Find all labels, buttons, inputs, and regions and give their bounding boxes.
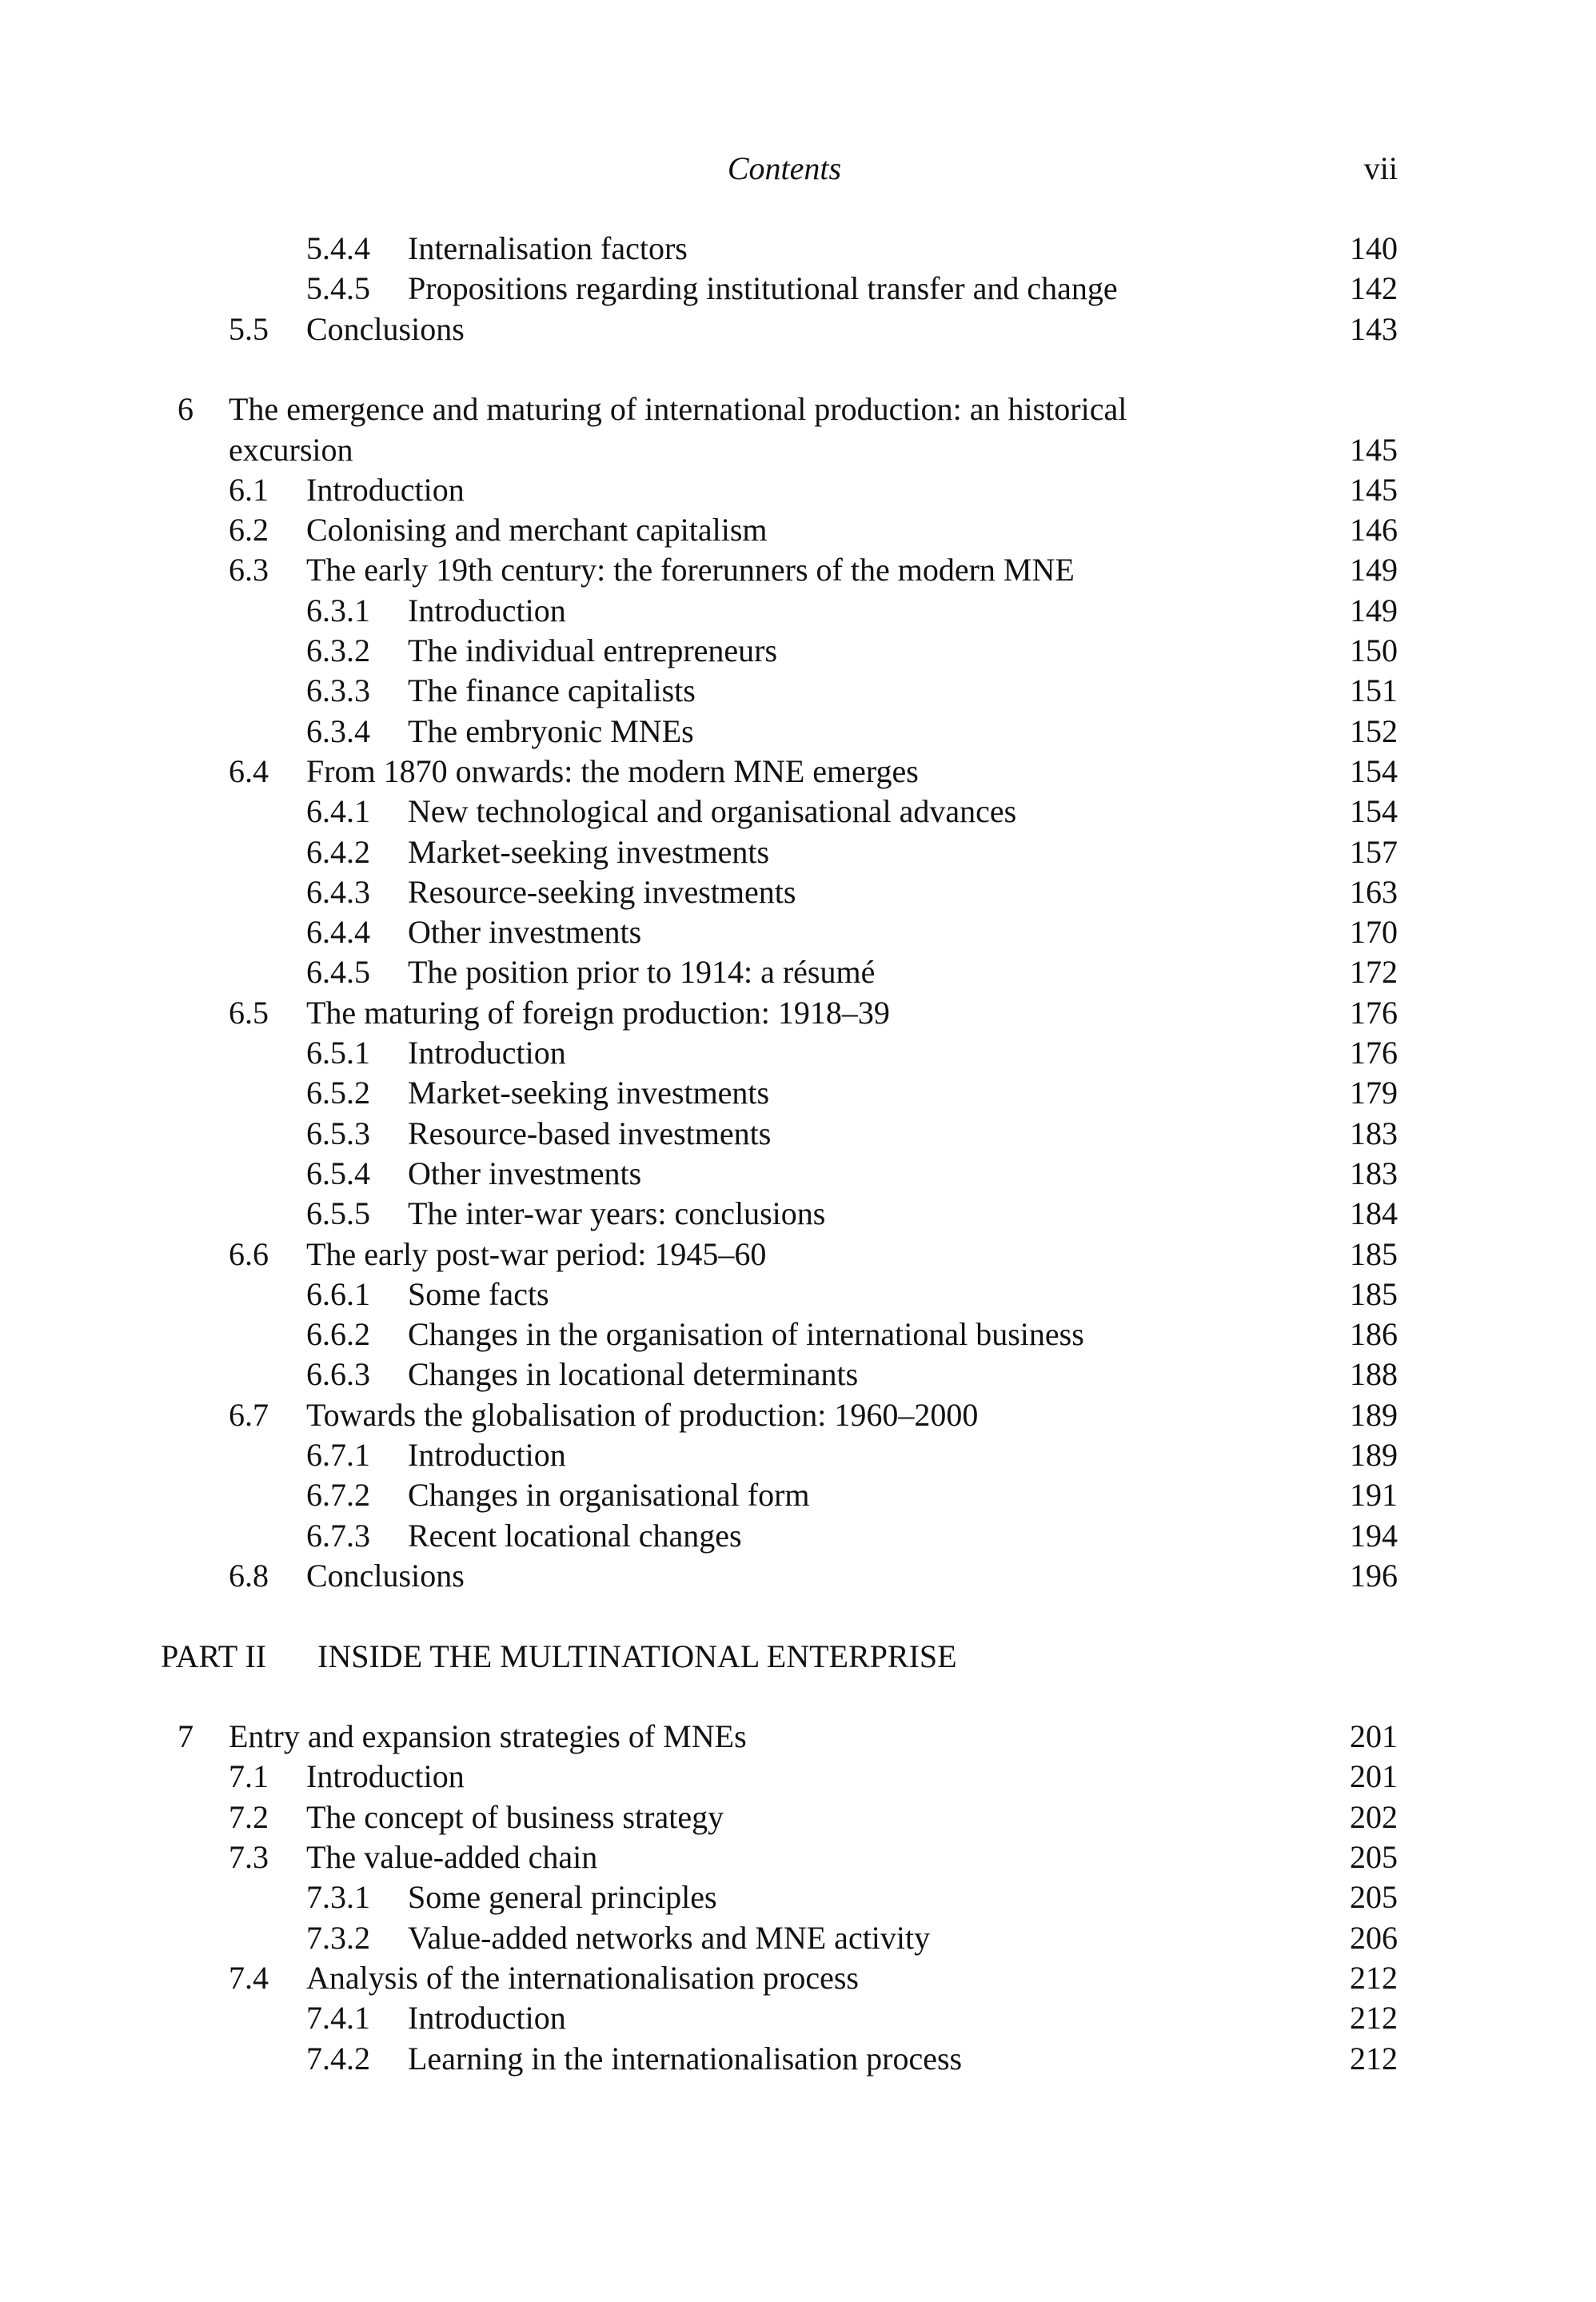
toc-entry-page: 212 [1350,2000,1398,2037]
toc-entry-title: Entry and expansion strategies of MNEs [229,1718,747,1755]
toc-entry-page: 146 [1350,512,1398,549]
running-header-title: Contents [727,150,842,186]
toc-entry-number: 6.6.2 [306,1316,370,1353]
toc-entry-page: 212 [1350,1959,1398,1996]
toc-entry-title: Introduction [306,471,465,508]
toc-entry-page: 151 [1350,672,1398,709]
toc-entry-page: 149 [1350,592,1398,628]
toc-entry-page: 201 [1350,1718,1398,1755]
toc-entry-number: 6.5.5 [306,1195,370,1232]
toc-entry-title: Changes in the organisation of international business [408,1316,1084,1353]
toc-entry-page: 145 [1350,431,1398,468]
toc-entry-number: 7.3.1 [306,1879,370,1916]
page-number: vii [1363,150,1398,186]
toc-entry-title: The value-added chain [306,1839,598,1875]
toc-entry-number: 6.5.4 [306,1155,370,1191]
toc-entry-page: 201 [1350,1758,1398,1795]
toc-entry-page: 189 [1350,1396,1398,1433]
toc-entry-number: 6.5.1 [306,1035,370,1071]
toc-entry-number: 6.7.2 [306,1477,370,1514]
toc-entry-page: 205 [1350,1839,1398,1875]
toc-entry-number: 7 [178,1718,194,1755]
toc-entry-title: Other investments [408,1155,642,1191]
toc-entry-title: Some facts [408,1275,549,1312]
toc-entry-title: Learning in the internationalisation process [408,2040,963,2077]
toc-entry-page: 194 [1350,1517,1398,1554]
toc-entry-title: Market-seeking investments [408,1075,770,1111]
toc-entry-number: 6.5.3 [306,1115,370,1151]
toc-entry-title: Value-added networks and MNE activity [408,1919,931,1956]
toc-entry-page: 179 [1350,1075,1398,1111]
toc-entry-number: 6.5 [229,994,269,1031]
toc-entry-title: excursion [229,431,353,468]
toc-entry-title: Conclusions [306,310,465,347]
toc-entry-number: 6.1 [229,471,269,508]
toc-entry-title: Towards the globalisation of production: 1960–2000 [306,1396,979,1433]
toc-entry-page: 176 [1350,1035,1398,1071]
toc-entry-number: 6.8 [229,1557,269,1594]
toc-entry-page: 157 [1350,833,1398,870]
toc-entry-title: Introduction [408,2000,566,2037]
toc-entry-page: 212 [1350,2040,1398,2077]
toc-entry-title: The emergence and maturing of international production: an historical [229,391,1127,428]
toc-entry-page: 140 [1350,230,1398,266]
toc-entry-number: 6.3 [229,552,269,588]
part-label: PART II [161,1638,267,1674]
toc-entry-number: 7.4.2 [306,2040,370,2077]
toc-entry-title: New technological and organisational advances [408,793,1017,830]
toc-entry-number: 6.4.3 [306,873,370,910]
toc-entry-title: The early post-war period: 1945–60 [306,1235,767,1272]
toc-entry-page: 154 [1350,793,1398,830]
toc-entry-number: 6.6.1 [306,1275,370,1312]
toc-entry-title: The early 19th century: the forerunners of the modern MNE [306,552,1075,588]
toc-entry-title: Resource-seeking investments [408,873,796,910]
toc-entry-number: 7.2 [229,1798,269,1835]
toc-entry-page: 152 [1350,712,1398,749]
toc-entry-number: 6.7.1 [306,1437,370,1473]
toc-entry-number: 7.1 [229,1758,269,1795]
toc-entry-page: 189 [1350,1437,1398,1473]
toc-entry-title: Changes in locational determinants [408,1356,859,1393]
toc-entry-page: 145 [1350,471,1398,508]
toc-entry-title: Propositions regarding institutional transfer and change [408,270,1118,307]
toc-entry-page: 143 [1350,310,1398,347]
toc-entry-number: 5.5 [229,310,269,347]
part-title: INSIDE THE MULTINATIONAL ENTERPRISE [317,1638,957,1674]
toc-entry-title: The position prior to 1914: a résumé [408,954,876,991]
toc-entry-page: 188 [1350,1356,1398,1393]
toc-entry-page: 191 [1350,1477,1398,1514]
toc-entry-page: 205 [1350,1879,1398,1916]
toc-entry-title: Internalisation factors [408,230,688,266]
toc-entry-number: 7.4.1 [306,2000,370,2037]
toc-entry-number: 7.4 [229,1959,269,1996]
toc-entry-title: Resource-based investments [408,1115,772,1151]
toc-entry-number: 6.4.4 [306,914,370,951]
toc-entry-title: The concept of business strategy [306,1798,724,1835]
toc-entry-number: 6.3.1 [306,592,370,628]
toc-entry-page: 170 [1350,914,1398,951]
toc-entry-number: 6.7 [229,1396,269,1433]
toc-entry-title: Analysis of the internationalisation process [306,1959,859,1996]
toc-entry-number: 6.6 [229,1235,269,1272]
toc-entry-number: 7.3 [229,1839,269,1875]
toc-entry-number: 6.4.5 [306,954,370,991]
toc-entry-title: Colonising and merchant capitalism [306,512,768,549]
toc-entry-title: Market-seeking investments [408,833,770,870]
toc-entry-number: 6 [178,391,194,428]
toc-entry-title: Some general principles [408,1879,717,1916]
toc-entry-number: 6.2 [229,512,269,549]
toc-entry-page: 176 [1350,994,1398,1031]
toc-entry-number: 6.3.2 [306,632,370,668]
toc-entry-title: Conclusions [306,1557,465,1594]
toc-entry-title: The finance capitalists [408,672,696,709]
toc-entry-number: 6.6.3 [306,1356,370,1393]
toc-entry-title: The individual entrepreneurs [408,632,778,668]
toc-entry-page: 206 [1350,1919,1398,1956]
toc-entry-title: Introduction [408,1035,566,1071]
toc-entry-page: 150 [1350,632,1398,668]
toc-entry-title: From 1870 onwards: the modern MNE emerges [306,752,919,789]
toc-entry-page: 185 [1350,1275,1398,1312]
toc-entry-title: Changes in organisational form [408,1477,810,1514]
toc-entry-page: 185 [1350,1235,1398,1272]
toc-entry-page: 142 [1350,270,1398,307]
toc-entry-page: 154 [1350,752,1398,789]
toc-entry-number: 6.4 [229,752,269,789]
toc-entry-title: Other investments [408,914,642,951]
toc-entry-title: Introduction [306,1758,465,1795]
toc-entry-number: 6.4.2 [306,833,370,870]
toc-entry-title: Introduction [408,1437,566,1473]
toc-entry-page: 149 [1350,552,1398,588]
toc-entry-title: Recent locational changes [408,1517,742,1554]
toc-entry-number: 5.4.5 [306,270,370,307]
toc-entry-title: The maturing of foreign production: 1918–39 [306,994,890,1031]
toc-entry-page: 184 [1350,1195,1398,1232]
toc-entry-page: 172 [1350,954,1398,991]
toc-entry-page: 183 [1350,1115,1398,1151]
toc-entry-title: Introduction [408,592,566,628]
toc-entry-number: 6.3.4 [306,712,370,749]
toc-entry-number: 6.3.3 [306,672,370,709]
toc-entry-page: 186 [1350,1316,1398,1353]
toc-entry-page: 196 [1350,1557,1398,1594]
toc-entry-number: 6.7.3 [306,1517,370,1554]
toc-entry-number: 6.5.2 [306,1075,370,1111]
toc-entry-number: 5.4.4 [306,230,370,266]
toc-entry-page: 163 [1350,873,1398,910]
toc-entry-page: 183 [1350,1155,1398,1191]
toc-entry-number: 7.3.2 [306,1919,370,1956]
toc-entry-number: 6.4.1 [306,793,370,830]
toc-entry-title: The inter-war years: conclusions [408,1195,826,1232]
toc-entry-page: 202 [1350,1798,1398,1835]
toc-entry-title: The embryonic MNEs [408,712,694,749]
